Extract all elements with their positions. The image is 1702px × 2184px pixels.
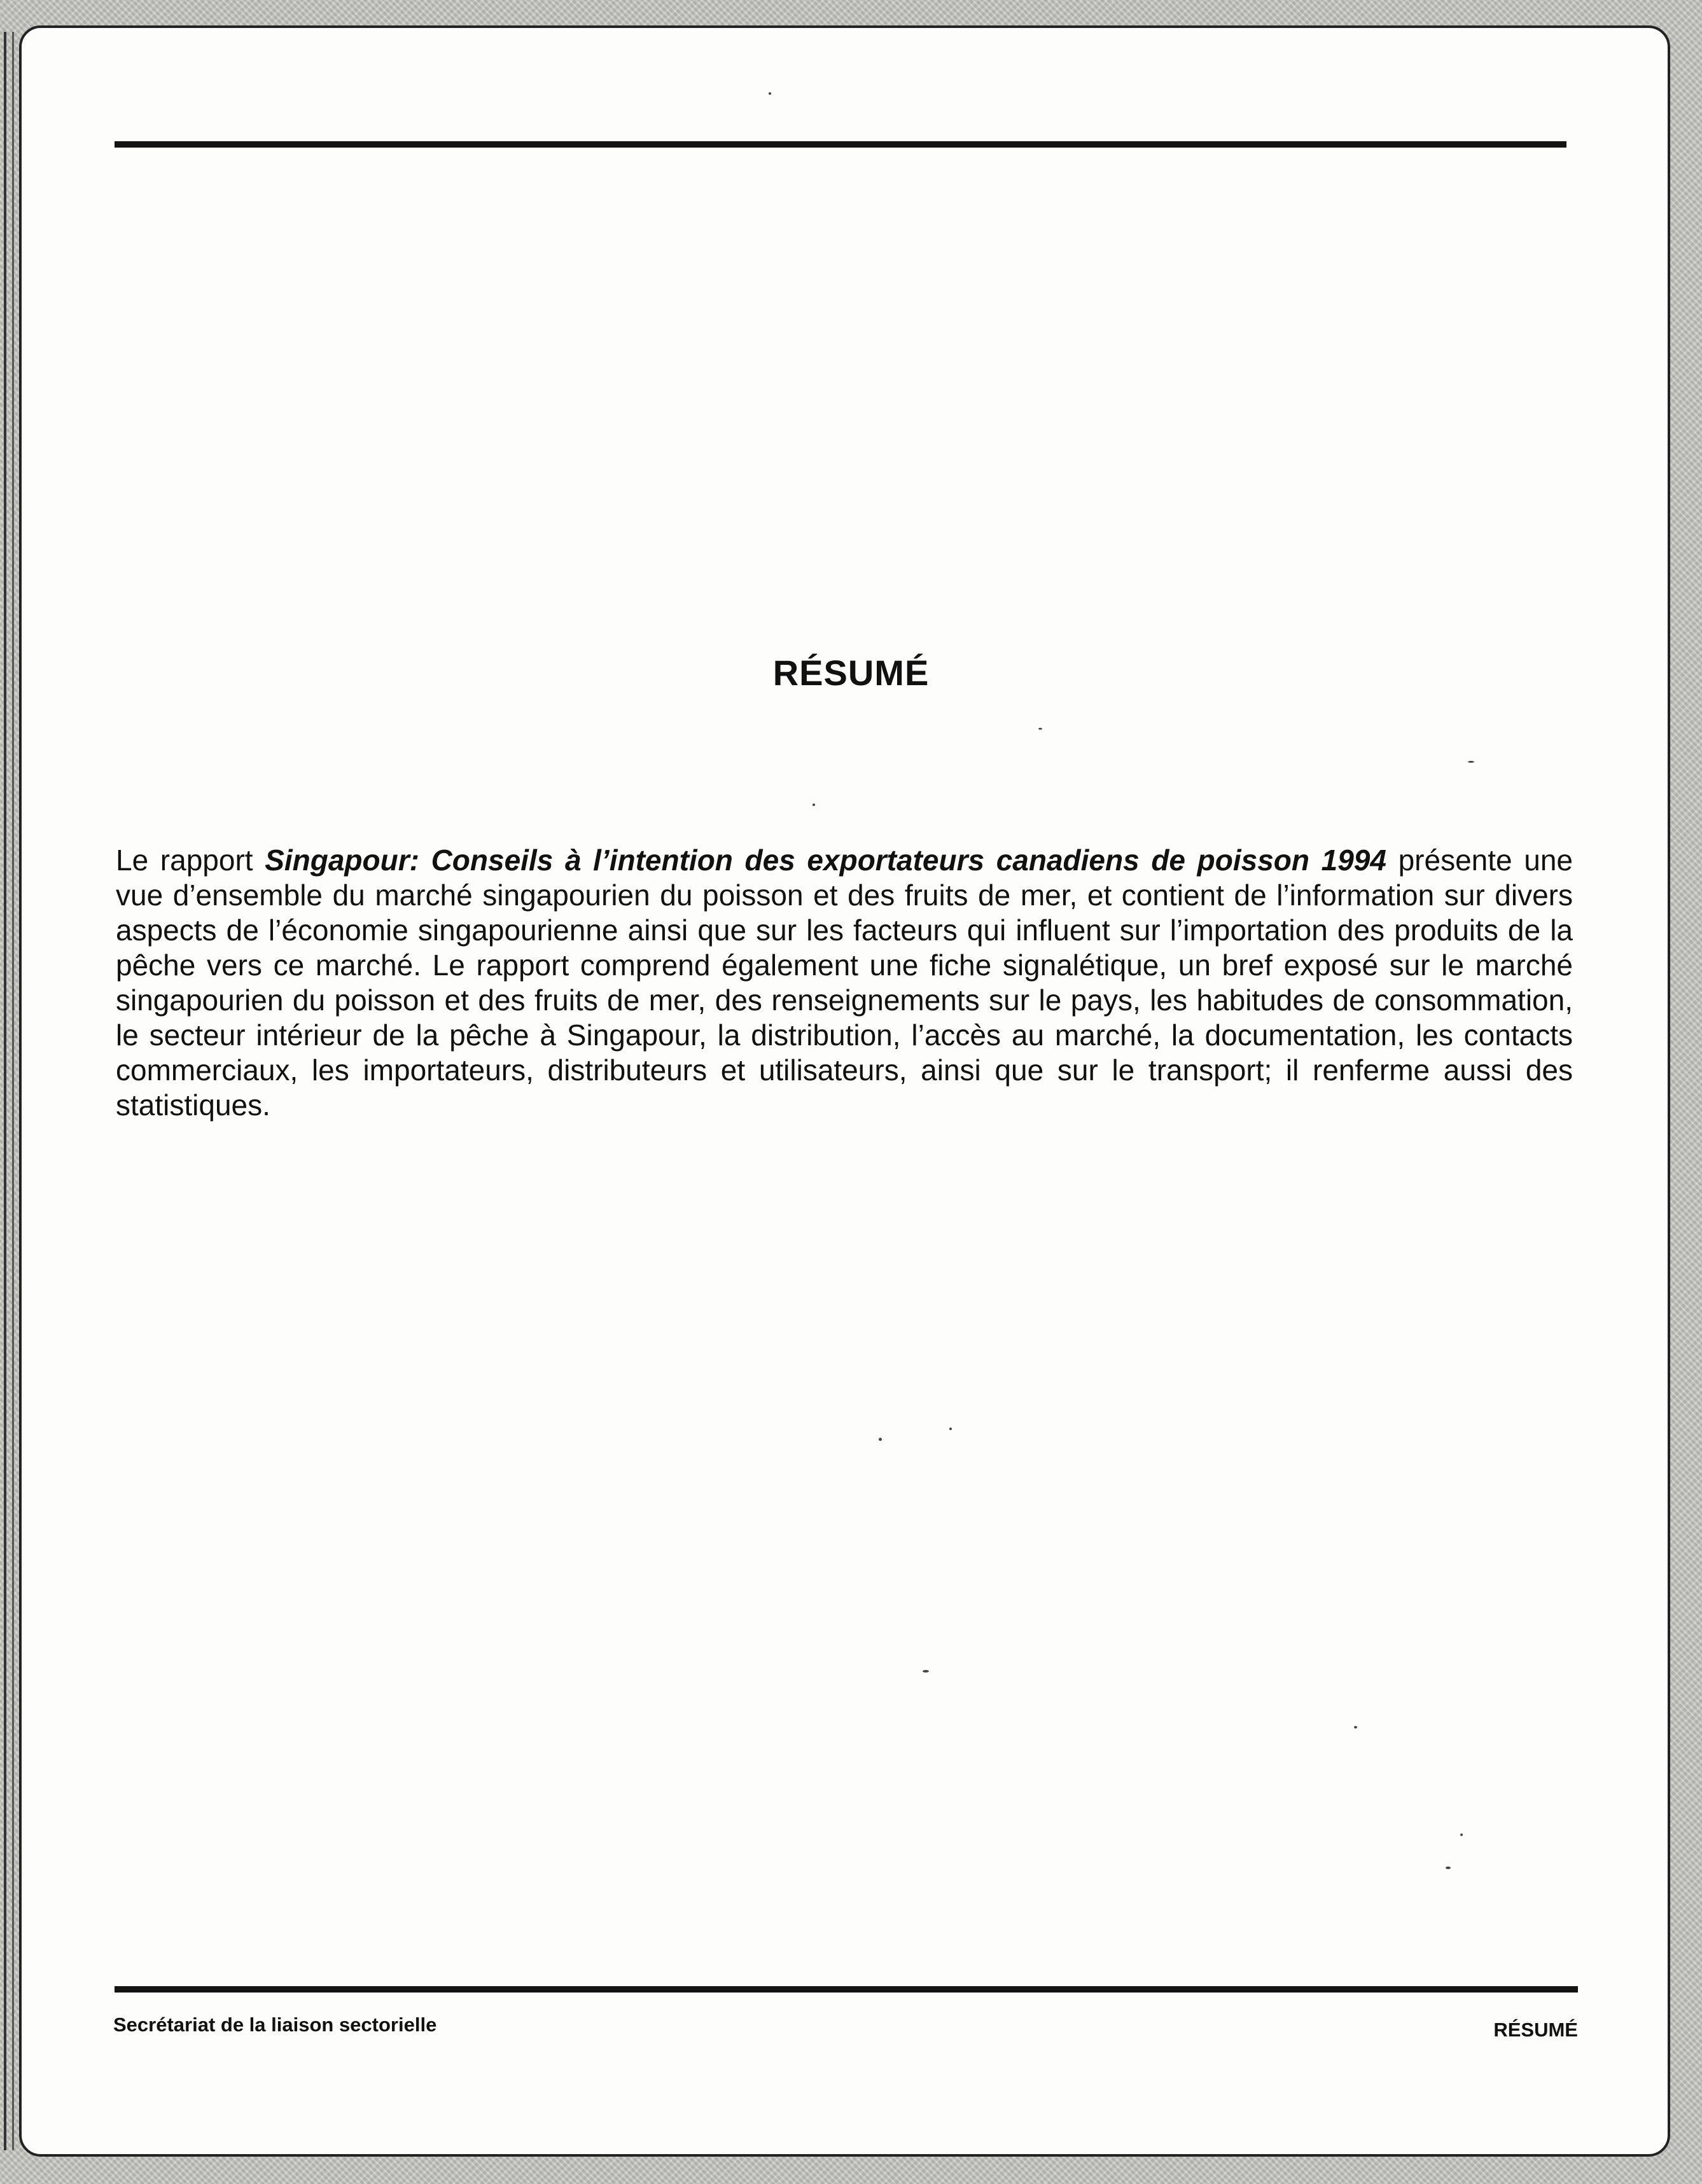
- scan-speck: [949, 1428, 952, 1430]
- summary-paragraph: [116, 843, 1573, 1123]
- scan-speck: [1038, 728, 1042, 730]
- footer-rule: [115, 1986, 1578, 1993]
- footer-organization: Secrétariat de la liaison sectorielle: [113, 2014, 437, 2036]
- scan-speck: [1460, 1833, 1463, 1836]
- footer-section-label: RÉSUMÉ: [1493, 2019, 1578, 2041]
- page-binding-edge: [4, 32, 14, 2150]
- scan-speck: [1468, 761, 1474, 763]
- paragraph-body: présente une vue d’ensemble du marché singapourien du poisson et des fruits de mer, et contient de l’information sur divers aspects de l’économie singapourienne ainsi que sur les facteurs qui influent sur l’importation des produits de la pêche vers ce marché. Le rapport comprend également une fiche signalétique, un bref exposé sur le marché singapourien du poisson et des fruits de mer, des renseignements sur le pays, les habitudes de consommation, le secteur intérieur de la pêche à Singapour, la distribution, l’accès au marché, la documentation, les contacts commerciaux, les importateurs, distributeurs et utilisateurs, ainsi que sur le transport; il renferme aussi des statistiques.: [116, 844, 1573, 1122]
- scan-speck: [1354, 1726, 1357, 1728]
- page-title: RÉSUMÉ: [772, 653, 930, 693]
- scan-speck: [879, 1438, 882, 1441]
- header-rule: [115, 141, 1566, 148]
- paragraph-intro: Le rapport: [116, 844, 265, 877]
- scan-speck: [769, 92, 771, 95]
- report-title: Singapour: Conseils à l’intention des exportateurs canadiens de poisson 1994: [265, 844, 1386, 877]
- scan-speck: [1446, 1867, 1451, 1869]
- scan-speck: [813, 803, 815, 806]
- scan-speck: [923, 1670, 929, 1673]
